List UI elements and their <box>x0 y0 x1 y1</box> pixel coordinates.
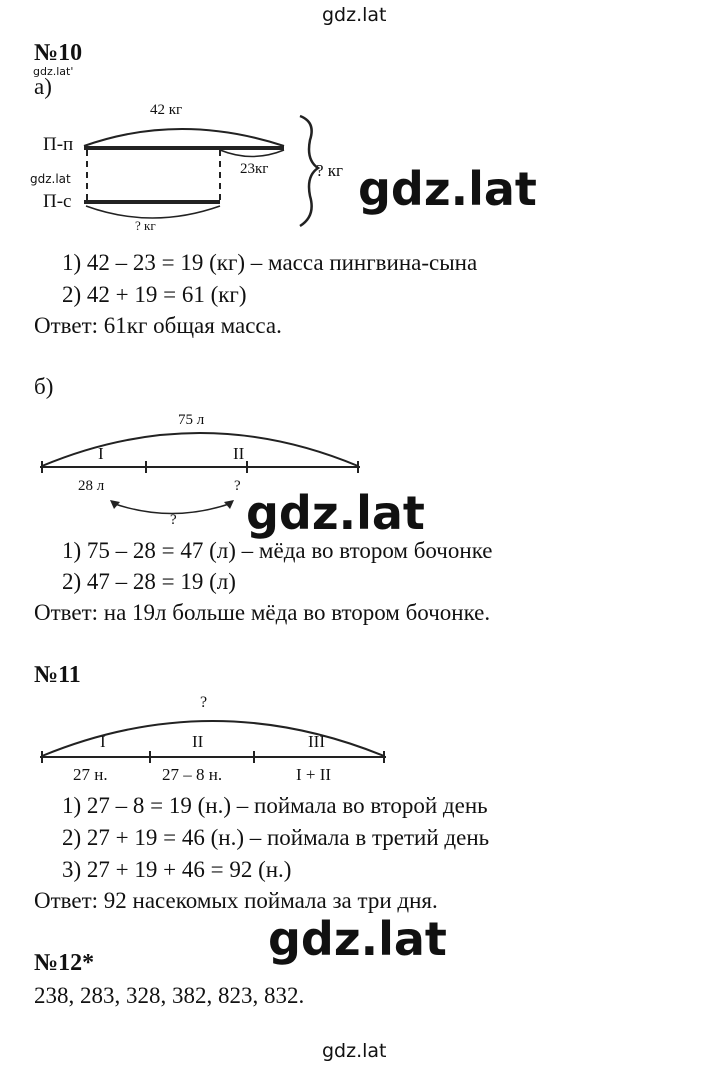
diagram-c-v3: I + II <box>296 765 332 784</box>
diagram-a-top-arc <box>84 129 284 146</box>
diagram-b-diff: ? <box>170 512 177 528</box>
part-a-answer: Ответ: 61кг общая масса. <box>34 313 282 338</box>
task10-title: №10 <box>34 40 83 66</box>
footer-watermark: gdz.lat <box>322 1040 387 1062</box>
diagram-b-seg2: II <box>233 444 245 463</box>
diagram-a-brace-label: ? кг <box>316 161 344 180</box>
diagram-a-bottom-label: ? кг <box>135 218 156 233</box>
header-watermark: gdz.lat <box>322 4 387 26</box>
diagram-c-top-arc <box>42 721 384 756</box>
diagram-a-row2-label: П-с <box>43 191 72 212</box>
big-watermark-1: gdz.lat <box>358 162 537 216</box>
task11-step-3: 3) 27 + 19 + 46 = 92 (н.) <box>62 857 292 882</box>
big-watermark-2: gdz.lat <box>246 486 425 540</box>
part-a-step-2: 2) 42 + 19 = 61 (кг) <box>62 282 247 307</box>
diagram-b-seg1: I <box>98 444 104 463</box>
part-b-label: б) <box>34 374 54 399</box>
task11-title: №11 <box>34 662 81 688</box>
diagram-a-diff-label: 23кг <box>240 161 269 177</box>
part-b-step-2: 2) 47 – 28 = 19 (л) <box>62 569 236 594</box>
part-a-step-1: 1) 42 – 23 = 19 (кг) – масса пингвина-сына <box>62 250 478 275</box>
diagram-b-total: 75 л <box>178 412 205 428</box>
diagram-a-row1-label: П-п <box>43 134 74 155</box>
diagram-b-v2: ? <box>234 478 241 494</box>
diagram-b-v1: 28 л <box>78 478 105 494</box>
big-watermark-3: gdz.lat <box>268 912 447 966</box>
diagram-a-diff-arc <box>220 150 284 157</box>
task11-step-1: 1) 27 – 8 = 19 (н.) – поймала во второй день <box>62 793 488 818</box>
diagram-a-top-total: 42 кг <box>150 102 183 118</box>
part-a-label: а) <box>34 74 52 99</box>
task11-answer: Ответ: 92 насекомых поймала за три дня. <box>34 888 438 913</box>
diagram-c-v1: 27 н. <box>73 765 108 784</box>
task11-step-2: 2) 27 + 19 = 46 (н.) – поймала в третий день <box>62 825 490 850</box>
task12-answer: 238, 283, 328, 382, 823, 832. <box>34 983 305 1008</box>
diagram-a-watermark: gdz.lat <box>30 172 71 186</box>
diagram-c-seg2: II <box>192 732 204 751</box>
diagram-c-total: ? <box>200 694 208 711</box>
diagram-c-seg3: III <box>308 732 325 751</box>
diagram-b-top-arc <box>42 433 358 466</box>
diagram-a-bottom-arc <box>86 206 220 218</box>
part-b-answer: Ответ: на 19л больше мёда во втором бочонке. <box>34 600 491 625</box>
task12-title: №12* <box>34 950 95 976</box>
diagram-c-seg1: I <box>100 732 106 751</box>
small-watermark: gdz.lat' <box>33 65 74 78</box>
part-b-step-1: 1) 75 – 28 = 47 (л) – мёда во втором бочонке <box>62 538 493 563</box>
diagram-c-v2: 27 – 8 н. <box>162 765 223 784</box>
